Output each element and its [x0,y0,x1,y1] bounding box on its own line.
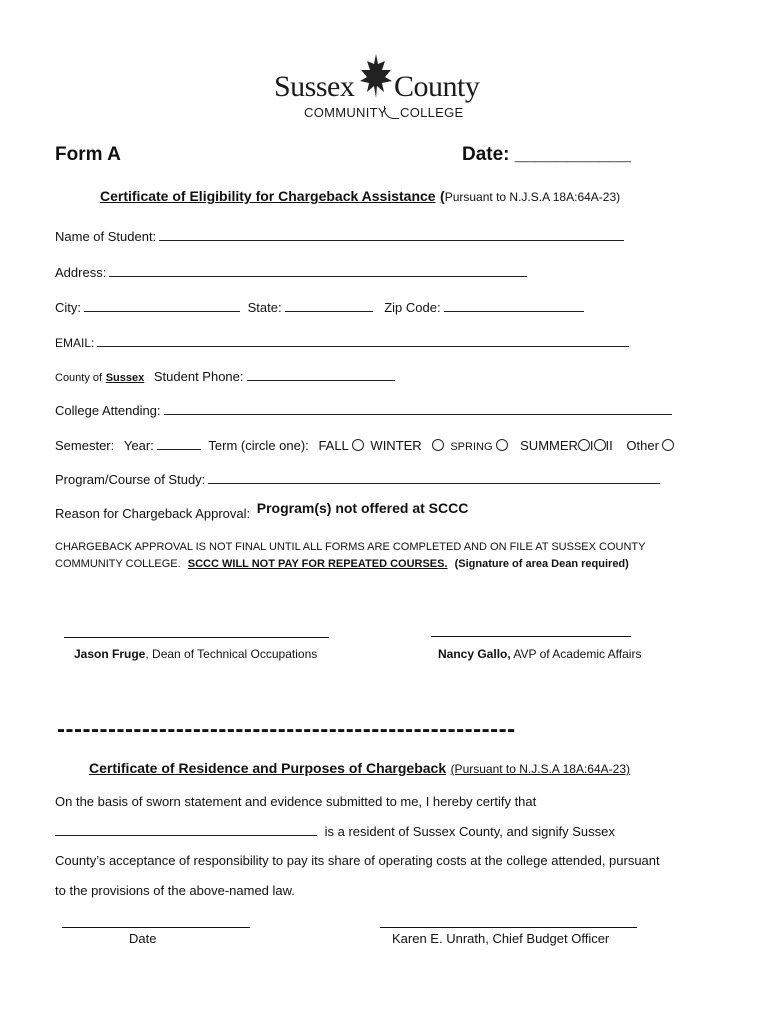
cert2-line-2-text: is a resident of Sussex County, and signify Sussex [324,824,615,839]
year-label: Year: [123,438,154,453]
avp-name: Nancy Gallo, [438,647,511,661]
cert2-heading [89,760,630,778]
term-summer-label: SUMMER [520,438,578,453]
dean-title: , Dean of Technical Occupations [145,647,318,661]
cert1-paren-text: Pursuant to N.J.S.A 18A:64A-23) [444,190,621,204]
form-label: Form A [55,144,121,165]
notice-line-2 [55,558,629,570]
officer-signature-line[interactable] [380,927,637,928]
cert1-paren-open: ( [440,188,445,204]
term-fall-label: FALL [318,438,349,453]
student-name-label: Name of Student: [55,229,157,244]
address-field[interactable] [109,265,527,277]
reason-value: Program(s) not offered at SCCC [256,500,469,516]
summer-i-radio[interactable] [578,439,590,451]
semester-label: Semester: [55,438,115,453]
notice-line-1: CHARGEBACK APPROVAL IS NOT FINAL UNTIL ALL FORMS ARE COMPLETED AND ON FILE AT SUSSEX COUNTY [55,541,646,553]
zip-field[interactable] [444,300,584,312]
cert2-line-2 [55,824,615,839]
cert2-date-label: Date [129,931,157,946]
cert2-paren: (Pursuant to N.J.S.A 18A:64A-23) [450,762,630,776]
logo-sub-right: COLLEGE [400,105,464,120]
logo-name-right: County [394,70,480,103]
avp-caption [438,647,641,661]
email-field[interactable] [97,335,629,347]
college-logo [272,48,502,122]
dean-name: Jason Fruge [74,647,146,661]
logo-name-left: Sussex [274,70,355,103]
address-row [55,265,527,280]
officer-caption: Karen E. Unrath, Chief Budget Officer [392,931,610,946]
term-winter-label: WINTER [370,438,422,453]
semester-row [55,438,677,453]
winter-radio[interactable] [432,439,444,451]
program-row [55,472,660,487]
notice-repeat-warning: SCCC WILL NOT PAY FOR REPEATED COURSES. [187,558,448,570]
college-label: College Attending: [55,403,161,418]
county-label: County of [55,372,103,384]
dean-signature-line[interactable] [64,637,329,638]
college-row [55,403,672,418]
city-field[interactable] [84,300,240,312]
notice-line-2a: COMMUNITY COLLEGE. [55,558,181,570]
summer-suffix-i: I [589,438,594,453]
county-value: Sussex [105,372,145,384]
reason-row [55,500,469,521]
term-label: Term (circle one): [208,438,309,453]
notice-dean-required: (Signature of area Dean required) [454,558,629,570]
phone-field[interactable] [247,369,395,381]
phone-label: Student Phone: [153,369,244,384]
year-field[interactable] [157,438,201,450]
program-field[interactable] [208,472,660,484]
cert2-line-4: to the provisions of the above-named law. [55,883,295,898]
avp-title: AVP of Academic Affairs [510,647,642,661]
section-separator: ------------------------------------------------------ [57,716,516,743]
avp-signature-line[interactable] [431,636,631,637]
program-label: Program/Course of Study: [55,472,206,487]
resident-name-field[interactable] [55,824,317,836]
leaf-icon [358,52,394,102]
date-label: Date: ___________ [462,144,632,165]
student-name-row [55,229,624,244]
address-label: Address: [55,265,107,280]
zip-label: Zip Code: [384,300,441,315]
logo-sub-left: COMMUNITY [304,105,387,120]
college-field[interactable] [164,403,672,415]
email-label: EMAIL: [55,336,95,350]
cert2-line-3: County’s acceptance of responsibility to pay its share of operating costs at the college attended, pursuant [55,853,660,868]
city-state-zip-row [55,300,584,315]
student-name-field[interactable] [159,229,624,241]
dean-caption [74,647,317,661]
state-field[interactable] [285,300,373,312]
state-label: State: [247,300,282,315]
spring-radio[interactable] [496,439,508,451]
fall-radio[interactable] [352,439,364,451]
summer-suffix-ii: II [605,438,613,453]
term-spring-label: SPRING [450,441,493,453]
cert1-heading [100,188,620,206]
county-phone-row [55,369,395,384]
reason-label: Reason for Chargeback Approval: [55,506,251,521]
cert1-title: Certificate of Eligibility for Chargeback Assistance [100,188,436,204]
term-other-label: Other [626,438,659,453]
cert2-title: Certificate of Residence and Purposes of Chargeback [89,760,447,776]
cert2-line-1: On the basis of sworn statement and evidence submitted to me, I hereby certify that [55,794,537,809]
email-row [55,335,629,350]
other-radio[interactable] [662,439,674,451]
date-signature-line[interactable] [62,927,250,928]
city-label: City: [55,300,81,315]
summer-ii-radio[interactable] [594,439,606,451]
